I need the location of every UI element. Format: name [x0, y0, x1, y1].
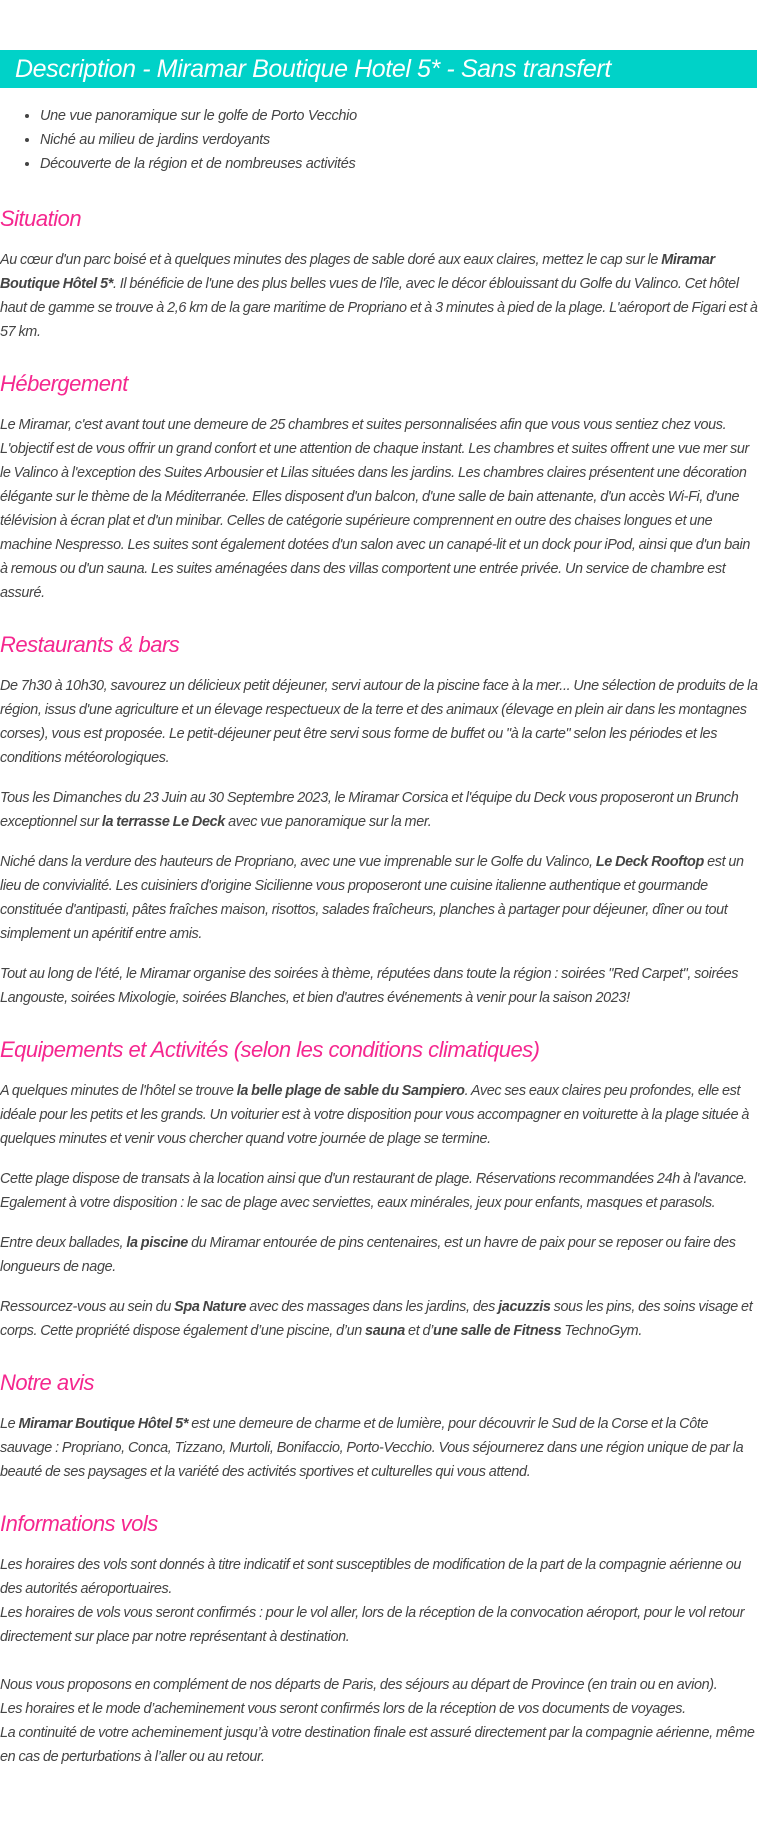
description-content	[0, 203, 758, 1769]
description-banner	[0, 50, 757, 88]
highlight-item: • Une vue panoramique sur le golfe de Porto Vecchio	[40, 104, 357, 128]
section-situation	[0, 203, 758, 344]
emphasis-text: Miramar Boutique Hôtel 5*	[18, 1416, 189, 1432]
emphasis-text: Le Deck Rooftop	[595, 854, 704, 870]
section-title: Hébergement	[0, 371, 128, 396]
paragraph: A quelques minutes de l'hôtel se trouve la belle plage de sable du Sampiero. Avec ses eaux claires peu profondes, elle est idéale pour les petits et les grands. Un voiturier est à votre disposition pour vous accompagner en voiturette à la plage située à quelques minutes et venir vous chercher quand votre journée de plage se termine.	[0, 1083, 750, 1147]
emphasis-text: la terrasse Le Deck	[101, 814, 225, 830]
section-informations-vols	[0, 1508, 758, 1769]
page-title: Description - Miramar Boutique Hotel 5* - Sans transfert	[15, 55, 611, 83]
highlight-item: • Découverte de la région et de nombreuses activités	[40, 152, 357, 176]
paragraph: Au cœur d'un parc boisé et à quelques minutes des plages de sable doré aux eaux claires, mettez le cap sur le Miramar Boutique Hôtel 5*. Il bénéficie de l'une des plus belles vues de l'île, avec le décor éblouissant du Golfe du Valinco. Cet hôtel haut de gamme se trouve à 2,6 km de la gare maritime de Propriano et à 3 minutes à pied de la plage. L'aéroport de Figari est à 57 km.	[0, 252, 758, 340]
paragraph: Niché dans la verdure des hauteurs de Propriano, avec une vue imprenable sur le Golfe du Valinco, Le Deck Rooftop est un lieu de convivialité. Les cuisiniers d'origine Sicilienne vous proposeront une cuisine italienne authentique et gourmande constituée d'antipasti, pâtes fraîches maison, risottos, salades fraîcheurs, planches à partager pour déjeuner, dîner ou tout simplement un apéritif entre amis.	[0, 854, 744, 942]
section-title: Situation	[0, 206, 82, 231]
emphasis-text: sauna	[365, 1323, 405, 1339]
paragraph: Tous les Dimanches du 23 Juin au 30 Septembre 2023, le Miramar Corsica et l'équipe du Deck vous proposeront un Brunch exceptionnel sur la terrasse Le Deck avec vue panoramique sur la mer.	[0, 790, 739, 830]
section-title: Informations vols	[0, 1511, 158, 1536]
emphasis-text: Spa Nature	[174, 1299, 247, 1315]
paragraph: Le Miramar, c'est avant tout une demeure de 25 chambres et suites personnalisées afin que vous vous sentiez chez vous. L'objectif est de vous offrir un grand confort et une attention de chaque instant. Les chambres et suites offrent une vue mer sur le Valinco à l'exception des Suites Arbousier et Lilas situées dans les jardins. Les chambres claires présentent une décoration élégante sur le thème de la Méditerranée. Elles disposent d'un balcon, d'une salle de bain attenante, d'un accès Wi-Fi, d'une télévision à écran plat et d'un minibar. Celles de catégorie supérieure comprennent en outre des chaises longues et une machine Nespresso. Les suites sont également dotées d'un salon avec un canapé-lit et un dock pour iPod, ainsi que d'un bain à remous ou d'un sauna. Les suites aménagées dans des villas comportent une entrée privée. Un service de chambre est assuré.	[0, 417, 751, 601]
section-title: Notre avis	[0, 1370, 95, 1395]
section-title: Equipements et Activités (selon les conditions climatiques)	[0, 1037, 540, 1062]
paragraph: Tout au long de l'été, le Miramar organise des soirées à thème, réputées dans toute la région : soirées "Red Carpet", soirées Langouste, soirées Mixologie, soirées Blanches, et bien d'autres événements à venir pour la saison 2023!	[0, 966, 739, 1006]
emphasis-text: la piscine	[126, 1235, 188, 1251]
paragraph: Entre deux ballades, la piscine du Miramar entourée de pins centenaires, est un havre de paix pour se reposer ou faire des longueurs de nage.	[0, 1235, 736, 1275]
highlight-item: • Niché au milieu de jardins verdoyants	[40, 128, 357, 152]
section-hebergement	[0, 368, 758, 605]
paragraph: Ressourcez-vous au sein du Spa Nature avec des massages dans les jardins, des jacuzzis sous les pins, des soins visage et corps. Cette propriété dispose également d’une piscine, d’un sauna et d’une salle de Fitness TechnoGym.	[0, 1299, 753, 1339]
section-restaurants-bars	[0, 629, 758, 1010]
highlights-list	[0, 104, 357, 176]
section-title: Restaurants & bars	[0, 632, 180, 657]
section-notre-avis	[0, 1367, 758, 1484]
paragraph: Les horaires des vols sont donnés à titre indicatif et sont susceptibles de modification de la part de la compagnie aérienne ou des autorités aéroportuaires. Les horaires de vols vous seront confirmés : pour le vol aller, lors de la réception de la convocation aéroport, pour le vol retour directement sur place par notre représentant à destination. Nous vous proposons en complément de nos départs de Paris, des séjours au départ de Province (en train ou en avion). Les horaires et le mode d’acheminement vous seront confirmés lors de la réception de vos documents de voyages. La continuité de votre acheminement jusqu’à votre destination finale est assuré directement par la compagnie aérienne, même en cas de perturbations à l’aller ou au retour.	[0, 1557, 755, 1765]
section-equipements-activites	[0, 1034, 758, 1343]
emphasis-text: une salle de Fitness	[433, 1323, 562, 1339]
paragraph: De 7h30 à 10h30, savourez un délicieux petit déjeuner, servi autour de la piscine face à la mer... Une sélection de produits de la région, issus d'une agriculture et un élevage respectueux de la terre et des animaux (élevage en plein air dans les montagnes corses), vous est proposée. Le petit-déjeuner peut être servi sous forme de buffet ou "à la carte" selon les périodes et les conditions météorologiques.	[0, 678, 758, 766]
emphasis-text: Miramar Boutique Hôtel 5*	[0, 252, 715, 292]
paragraph: Le Miramar Boutique Hôtel 5* est une demeure de charme et de lumière, pour découvrir le Sud de la Corse et la Côte sauvage : Propriano, Conca, Tizzano, Murtoli, Bonifaccio, Porto-Vecchio. Vous séjournerez dans une région unique de par la beauté de ses paysages et la variété des activités sportives et culturelles qui vous attend.	[0, 1416, 744, 1480]
emphasis-text: jacuzzis	[498, 1299, 551, 1315]
paragraph: Cette plage dispose de transats à la location ainsi que d'un restaurant de plage. Réservations recommandées 24h à l'avance. Egalement à votre disposition : le sac de plage avec serviettes, eaux minérales, jeux pour enfants, masques et parasols.	[0, 1171, 748, 1211]
emphasis-text: la belle plage de sable du Sampiero	[236, 1083, 465, 1099]
